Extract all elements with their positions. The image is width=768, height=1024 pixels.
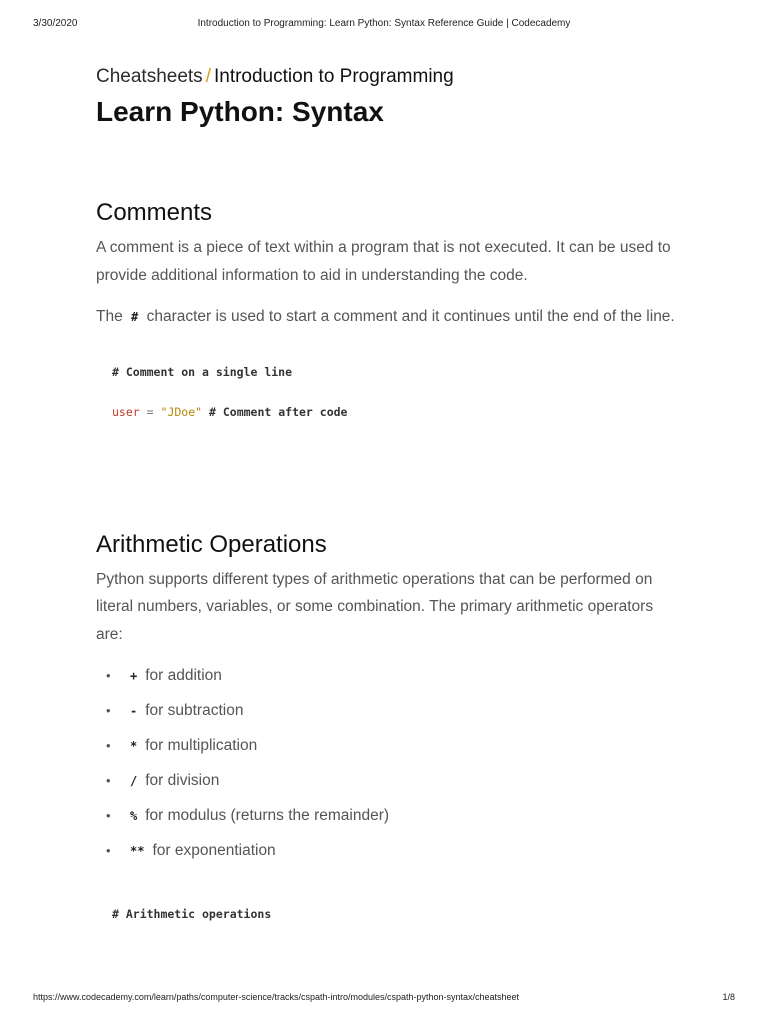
bullet-icon: • bbox=[106, 773, 111, 788]
operator-description: for exponentiation bbox=[152, 842, 276, 859]
bullet-icon: • bbox=[106, 808, 111, 823]
print-page-number: 1/8 bbox=[722, 992, 735, 1002]
code-line bbox=[112, 362, 676, 382]
list-item bbox=[96, 734, 676, 769]
print-document-title: Introduction to Programming: Learn Python: Syntax Reference Guide | Codecademy bbox=[197, 18, 571, 29]
operator-description: for multiplication bbox=[145, 737, 258, 754]
comments-description: A comment is a piece of text within a program that is not executed. It can be used to provide additional information to aid in understanding the code. bbox=[96, 239, 671, 284]
list-item bbox=[96, 839, 676, 874]
breadcrumb-cheatsheets-link[interactable]: Cheatsheets bbox=[96, 66, 203, 87]
code-variable: user bbox=[112, 404, 140, 419]
hash-inline-code: # bbox=[131, 310, 139, 324]
code-line bbox=[112, 402, 676, 422]
bullet-icon: • bbox=[106, 843, 111, 858]
breadcrumb-separator: / bbox=[205, 66, 211, 87]
comments-hash-description bbox=[96, 303, 676, 332]
cheatsheet-content bbox=[96, 64, 676, 924]
list-item bbox=[96, 769, 676, 804]
operator-symbol: - bbox=[130, 704, 138, 718]
operator-symbol: % bbox=[130, 809, 138, 823]
code-line bbox=[112, 904, 676, 924]
operator-symbol: / bbox=[130, 774, 138, 788]
arithmetic-description: Python supports different types of arithmetic operations that can be performed on literal numbers, variables, or some combination. The primary arithmetic operators are: bbox=[96, 570, 654, 643]
list-item bbox=[96, 664, 676, 699]
comments-hash-text-after: character is used to start a comment and it continues until the end of the line. bbox=[146, 308, 675, 325]
code-comment: # Arithmetic operations bbox=[112, 907, 272, 921]
page-title: Learn Python: Syntax bbox=[96, 96, 384, 127]
bullet-icon: • bbox=[106, 738, 111, 753]
operator-list bbox=[96, 664, 676, 874]
list-item bbox=[96, 804, 676, 839]
print-date: 3/30/2020 bbox=[33, 18, 78, 29]
operator-symbol: + bbox=[130, 669, 138, 683]
comments-hash-text-before: The bbox=[96, 308, 123, 325]
bullet-icon: • bbox=[106, 668, 111, 683]
operator-description: for division bbox=[145, 772, 220, 789]
list-item bbox=[96, 699, 676, 734]
comments-heading: Comments bbox=[96, 199, 213, 226]
operator-symbol: ** bbox=[130, 844, 145, 858]
operator-description: for subtraction bbox=[145, 702, 244, 719]
breadcrumb bbox=[96, 64, 676, 90]
operator-description: for modulus (returns the remainder) bbox=[145, 807, 390, 824]
print-footer bbox=[0, 992, 768, 1006]
print-header bbox=[0, 18, 768, 32]
code-blank-line bbox=[112, 382, 676, 402]
comments-code-block bbox=[112, 362, 676, 422]
code-string: "JDoe" bbox=[160, 404, 203, 419]
operator-symbol: * bbox=[130, 739, 138, 753]
code-comment: # Comment on a single line bbox=[112, 364, 293, 379]
bullet-icon: • bbox=[106, 703, 111, 718]
arithmetic-heading: Arithmetic Operations bbox=[96, 530, 327, 558]
code-operator: = bbox=[146, 404, 154, 419]
print-url: https://www.codecademy.com/learn/paths/computer-science/tracks/cspath-intro/modules/cspath-python-syntax/cheatsheet bbox=[33, 992, 520, 1002]
breadcrumb-course-link[interactable]: Introduction to Programming bbox=[213, 66, 454, 87]
arithmetic-code-block bbox=[112, 904, 676, 924]
operator-description: for addition bbox=[145, 667, 222, 684]
code-comment: # Comment after code bbox=[209, 404, 348, 419]
